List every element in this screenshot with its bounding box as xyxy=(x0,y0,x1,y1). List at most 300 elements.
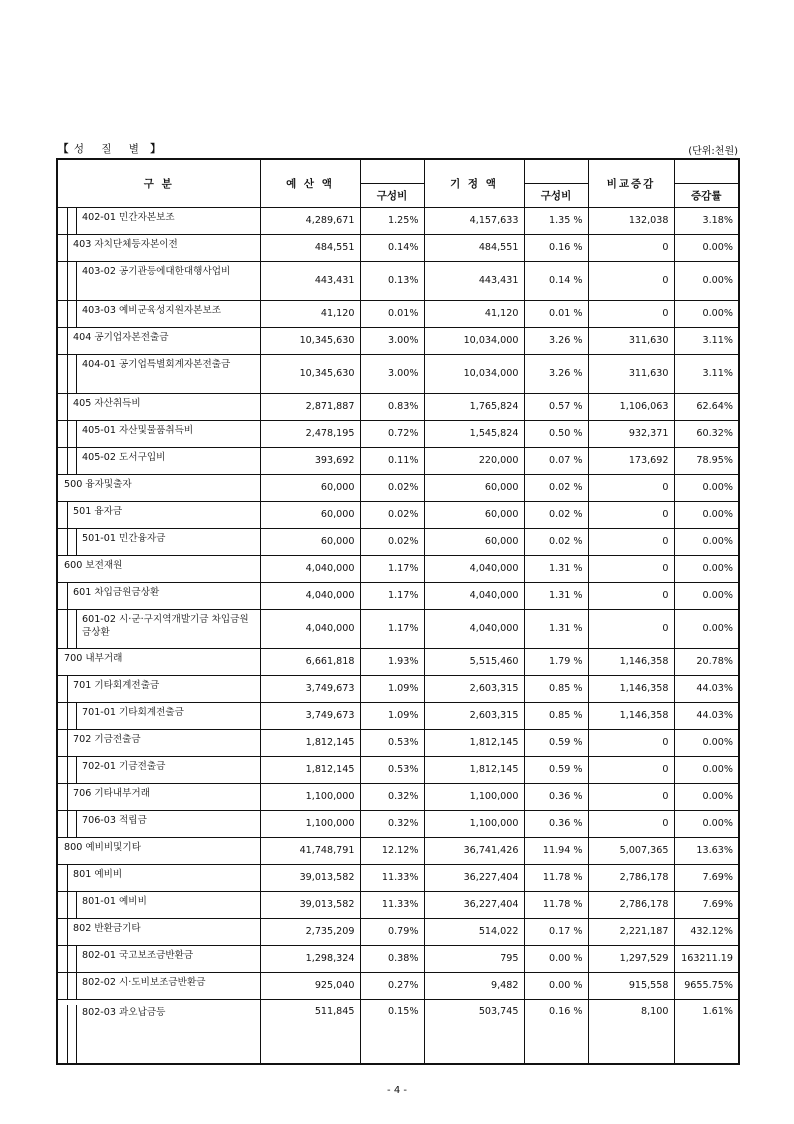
row-label: 403-03 예비군육성지원자본보조 xyxy=(82,304,221,316)
cell-diff: 0 xyxy=(588,528,674,555)
row-label-cell xyxy=(57,501,260,528)
row-label-cell xyxy=(57,891,260,918)
cell-prior-ratio: 0.01 % xyxy=(524,300,588,327)
indent-guide xyxy=(76,300,77,328)
row-label: 802-02 시·도비보조금반환금 xyxy=(82,976,206,988)
table-row xyxy=(57,327,739,354)
table-row xyxy=(57,447,739,474)
cell-budget-ratio: 1.17% xyxy=(360,555,424,582)
table-row xyxy=(57,918,739,945)
cell-budget: 60,000 xyxy=(260,474,360,501)
table-row xyxy=(57,207,739,234)
cell-diff: 932,371 xyxy=(588,420,674,447)
table-row xyxy=(57,810,739,837)
cell-budget-ratio: 0.01% xyxy=(360,300,424,327)
cell-prior-ratio: 1.31 % xyxy=(524,609,588,648)
col-budget: 예 산 액 xyxy=(260,159,360,207)
table-row xyxy=(57,837,739,864)
row-label: 501-01 민간융자금 xyxy=(82,532,166,544)
row-label-cell xyxy=(57,528,260,555)
table-row xyxy=(57,756,739,783)
cell-growth: 9655.75% xyxy=(674,972,739,999)
table-row xyxy=(57,234,739,261)
cell-prior: 4,157,633 xyxy=(424,207,524,234)
indent-guide xyxy=(67,501,68,529)
indent-guide xyxy=(67,783,68,811)
cell-diff: 0 xyxy=(588,555,674,582)
row-label: 404-01 공기업특별회계자본전출금 xyxy=(82,358,231,370)
cell-diff: 0 xyxy=(588,756,674,783)
cell-prior-ratio: 0.36 % xyxy=(524,783,588,810)
cell-growth: 0.00% xyxy=(674,261,739,300)
indent-guide xyxy=(67,972,68,1000)
indent-guide xyxy=(67,702,68,730)
indent-guide xyxy=(67,420,68,448)
cell-prior-ratio: 0.85 % xyxy=(524,702,588,729)
cell-prior-ratio: 0.14 % xyxy=(524,261,588,300)
cell-prior-ratio: 0.00 % xyxy=(524,945,588,972)
cell-prior-ratio: 0.36 % xyxy=(524,810,588,837)
cell-prior-ratio: 0.57 % xyxy=(524,393,588,420)
cell-diff: 8,100 xyxy=(588,999,674,1064)
row-label-cell xyxy=(57,261,260,300)
cell-budget: 3,749,673 xyxy=(260,675,360,702)
cell-prior: 220,000 xyxy=(424,447,524,474)
cell-budget-ratio: 0.02% xyxy=(360,528,424,555)
cell-budget: 41,120 xyxy=(260,300,360,327)
indent-guide xyxy=(67,528,68,556)
row-label: 706-03 적립금 xyxy=(82,814,147,826)
cell-budget-ratio: 3.00% xyxy=(360,327,424,354)
cell-budget-ratio: 1.17% xyxy=(360,609,424,648)
row-label-cell xyxy=(57,393,260,420)
indent-guide xyxy=(76,207,77,235)
cell-budget: 3,749,673 xyxy=(260,702,360,729)
cell-prior-ratio: 0.16 % xyxy=(524,234,588,261)
cell-growth: 3.11% xyxy=(674,354,739,393)
cell-budget-ratio: 1.25% xyxy=(360,207,424,234)
cell-budget: 1,100,000 xyxy=(260,783,360,810)
cell-budget-ratio: 0.13% xyxy=(360,261,424,300)
cell-prior: 1,812,145 xyxy=(424,729,524,756)
row-label: 403 자치단체등자본이전 xyxy=(73,238,178,250)
cell-budget: 4,289,671 xyxy=(260,207,360,234)
table-row xyxy=(57,648,739,675)
cell-prior: 60,000 xyxy=(424,528,524,555)
cell-budget: 4,040,000 xyxy=(260,609,360,648)
table-row xyxy=(57,300,739,327)
cell-prior: 10,034,000 xyxy=(424,327,524,354)
cell-prior-ratio: 0.07 % xyxy=(524,447,588,474)
cell-prior-ratio: 0.02 % xyxy=(524,528,588,555)
col-budget-ratio: 구성비 xyxy=(360,183,424,207)
indent-guide xyxy=(67,327,68,355)
row-label: 501 융자금 xyxy=(73,505,123,517)
indent-guide xyxy=(67,1005,68,1064)
row-label-cell xyxy=(57,555,260,582)
row-label: 500 융자및출자 xyxy=(64,478,132,490)
cell-prior-ratio: 0.17 % xyxy=(524,918,588,945)
cell-budget: 484,551 xyxy=(260,234,360,261)
cell-prior-ratio: 1.31 % xyxy=(524,582,588,609)
table-row xyxy=(57,393,739,420)
cell-diff: 1,146,358 xyxy=(588,675,674,702)
cell-growth: 3.11% xyxy=(674,327,739,354)
row-label-cell xyxy=(57,756,260,783)
table-row xyxy=(57,261,739,300)
indent-guide xyxy=(76,810,77,838)
table-row xyxy=(57,945,739,972)
table-row xyxy=(57,675,739,702)
cell-budget-ratio: 11.33% xyxy=(360,864,424,891)
bracket-close: 】 xyxy=(150,143,162,155)
cell-budget: 10,345,630 xyxy=(260,354,360,393)
table-row xyxy=(57,783,739,810)
cell-growth: 0.00% xyxy=(674,501,739,528)
row-label-cell xyxy=(57,945,260,972)
cell-diff: 1,106,063 xyxy=(588,393,674,420)
table-row xyxy=(57,528,739,555)
cell-diff: 1,146,358 xyxy=(588,702,674,729)
cell-prior: 2,603,315 xyxy=(424,702,524,729)
cell-prior: 514,022 xyxy=(424,918,524,945)
row-label: 601-02 시·군·구지역개발기금 차입금원금상환 xyxy=(82,613,249,638)
cell-growth: 163211.19 xyxy=(674,945,739,972)
col-growth-spacer xyxy=(674,159,739,183)
cell-diff: 0 xyxy=(588,582,674,609)
cell-budget: 2,871,887 xyxy=(260,393,360,420)
cell-prior-ratio: 0.00 % xyxy=(524,972,588,999)
indent-guide xyxy=(67,393,68,421)
cell-budget-ratio: 0.15% xyxy=(360,999,424,1064)
row-label-cell xyxy=(57,447,260,474)
row-label-cell xyxy=(57,300,260,327)
row-label: 802 반환금기타 xyxy=(73,922,141,934)
cell-budget-ratio: 0.32% xyxy=(360,810,424,837)
table-row xyxy=(57,609,739,648)
col-prior: 기 정 액 xyxy=(424,159,524,207)
cell-budget: 393,692 xyxy=(260,447,360,474)
cell-prior: 60,000 xyxy=(424,501,524,528)
cell-prior: 484,551 xyxy=(424,234,524,261)
table-row xyxy=(57,972,739,999)
cell-growth: 0.00% xyxy=(674,783,739,810)
row-label-cell xyxy=(57,207,260,234)
cell-budget-ratio: 3.00% xyxy=(360,354,424,393)
table-row xyxy=(57,474,739,501)
indent-guide xyxy=(76,528,77,556)
row-label-cell xyxy=(57,837,260,864)
cell-growth: 78.95% xyxy=(674,447,739,474)
row-label-cell xyxy=(57,864,260,891)
row-label-cell xyxy=(57,474,260,501)
cell-prior-ratio: 1.31 % xyxy=(524,555,588,582)
cell-prior-ratio: 3.26 % xyxy=(524,327,588,354)
cell-growth: 7.69% xyxy=(674,864,739,891)
indent-guide xyxy=(76,972,77,1000)
indent-guide xyxy=(67,582,68,610)
cell-budget: 1,812,145 xyxy=(260,729,360,756)
cell-diff: 2,786,178 xyxy=(588,891,674,918)
cell-budget-ratio: 0.53% xyxy=(360,729,424,756)
cell-prior: 36,227,404 xyxy=(424,864,524,891)
cell-budget: 6,661,818 xyxy=(260,648,360,675)
cell-prior-ratio: 1.79 % xyxy=(524,648,588,675)
cell-budget-ratio: 1.17% xyxy=(360,582,424,609)
row-label: 701 기타회계전출금 xyxy=(73,679,160,691)
cell-budget: 443,431 xyxy=(260,261,360,300)
cell-prior: 1,765,824 xyxy=(424,393,524,420)
col-diff: 비교증감 xyxy=(588,159,674,207)
cell-diff: 0 xyxy=(588,810,674,837)
cell-budget-ratio: 12.12% xyxy=(360,837,424,864)
indent-guide xyxy=(67,609,68,649)
bracket-open: 【 xyxy=(58,143,70,155)
cell-budget-ratio: 0.83% xyxy=(360,393,424,420)
cell-prior: 2,603,315 xyxy=(424,675,524,702)
row-label: 404 공기업자본전출금 xyxy=(73,331,169,343)
row-label-cell xyxy=(57,999,260,1064)
cell-budget-ratio: 0.02% xyxy=(360,474,424,501)
cell-growth: 62.64% xyxy=(674,393,739,420)
col-prior-ratio: 구성비 xyxy=(524,183,588,207)
table-body xyxy=(57,207,739,1064)
row-label-cell xyxy=(57,918,260,945)
col-prior-ratio-spacer xyxy=(524,159,588,183)
cell-diff: 311,630 xyxy=(588,327,674,354)
cell-growth: 0.00% xyxy=(674,474,739,501)
col-category: 구 분 xyxy=(57,159,260,207)
row-label-cell xyxy=(57,582,260,609)
row-label: 405 자산취득비 xyxy=(73,397,141,409)
row-label: 800 예비비및기타 xyxy=(64,841,141,853)
indent-guide xyxy=(76,420,77,448)
cell-diff: 1,297,529 xyxy=(588,945,674,972)
row-label-cell xyxy=(57,810,260,837)
table-row xyxy=(57,501,739,528)
table-row xyxy=(57,864,739,891)
row-label: 405-01 자산및물품취득비 xyxy=(82,424,194,436)
cell-prior: 1,100,000 xyxy=(424,810,524,837)
cell-growth: 3.18% xyxy=(674,207,739,234)
indent-guide xyxy=(67,354,68,394)
cell-growth: 13.63% xyxy=(674,837,739,864)
cell-budget: 60,000 xyxy=(260,528,360,555)
cell-budget-ratio: 0.02% xyxy=(360,501,424,528)
cell-diff: 2,786,178 xyxy=(588,864,674,891)
indent-guide xyxy=(67,300,68,328)
cell-prior-ratio: 0.59 % xyxy=(524,729,588,756)
table-row xyxy=(57,555,739,582)
cell-prior: 4,040,000 xyxy=(424,582,524,609)
cell-diff: 0 xyxy=(588,234,674,261)
row-label: 405-02 도서구입비 xyxy=(82,451,166,463)
indent-guide xyxy=(76,609,77,649)
cell-prior: 1,545,824 xyxy=(424,420,524,447)
cell-prior: 36,227,404 xyxy=(424,891,524,918)
row-label-cell xyxy=(57,234,260,261)
cell-prior: 5,515,460 xyxy=(424,648,524,675)
table-row xyxy=(57,729,739,756)
row-label-cell xyxy=(57,354,260,393)
indent-guide xyxy=(67,918,68,946)
unit-label: (단위:천원) xyxy=(688,146,738,157)
cell-diff: 0 xyxy=(588,501,674,528)
cell-growth: 0.00% xyxy=(674,810,739,837)
cell-prior-ratio: 1.35 % xyxy=(524,207,588,234)
cell-prior-ratio: 11.78 % xyxy=(524,864,588,891)
cell-budget: 925,040 xyxy=(260,972,360,999)
cell-budget-ratio: 0.53% xyxy=(360,756,424,783)
cell-budget: 60,000 xyxy=(260,501,360,528)
indent-guide xyxy=(76,354,77,394)
cell-growth: 0.00% xyxy=(674,234,739,261)
cell-prior: 36,741,426 xyxy=(424,837,524,864)
row-label-cell xyxy=(57,702,260,729)
cell-budget: 1,812,145 xyxy=(260,756,360,783)
cell-prior-ratio: 11.94 % xyxy=(524,837,588,864)
cell-budget: 10,345,630 xyxy=(260,327,360,354)
row-label: 702 기금전출금 xyxy=(73,733,141,745)
cell-prior: 4,040,000 xyxy=(424,555,524,582)
row-label-cell xyxy=(57,327,260,354)
cell-budget: 2,735,209 xyxy=(260,918,360,945)
cell-growth: 7.69% xyxy=(674,891,739,918)
row-label: 802-03 과오납금등 xyxy=(82,1006,166,1018)
cell-prior-ratio: 0.02 % xyxy=(524,501,588,528)
page-number: - 4 - xyxy=(387,1085,407,1096)
cell-budget: 4,040,000 xyxy=(260,555,360,582)
cell-diff: 2,221,187 xyxy=(588,918,674,945)
cell-prior: 60,000 xyxy=(424,474,524,501)
cell-prior: 10,034,000 xyxy=(424,354,524,393)
cell-budget: 511,845 xyxy=(260,999,360,1064)
cell-growth: 0.00% xyxy=(674,729,739,756)
row-label-cell xyxy=(57,972,260,999)
cell-diff: 173,692 xyxy=(588,447,674,474)
cell-diff: 0 xyxy=(588,729,674,756)
cell-budget: 1,100,000 xyxy=(260,810,360,837)
cell-budget-ratio: 0.79% xyxy=(360,918,424,945)
cell-growth: 44.03% xyxy=(674,675,739,702)
row-label-cell xyxy=(57,729,260,756)
cell-diff: 0 xyxy=(588,783,674,810)
indent-guide xyxy=(76,891,77,919)
row-label: 402-01 민간자본보조 xyxy=(82,211,175,223)
table-row xyxy=(57,420,739,447)
indent-guide xyxy=(67,234,68,262)
cell-budget: 39,013,582 xyxy=(260,864,360,891)
row-label: 702-01 기금전출금 xyxy=(82,760,166,772)
indent-guide xyxy=(67,261,68,301)
indent-guide xyxy=(67,447,68,475)
indent-guide xyxy=(67,729,68,757)
col-growth: 증감률 xyxy=(674,183,739,207)
cell-diff: 0 xyxy=(588,609,674,648)
cell-growth: 1.61% xyxy=(674,999,739,1064)
indent-guide xyxy=(67,864,68,892)
cell-budget: 2,478,195 xyxy=(260,420,360,447)
row-label: 706 기타내부거래 xyxy=(73,787,150,799)
cell-diff: 0 xyxy=(588,261,674,300)
table-row xyxy=(57,702,739,729)
cell-budget-ratio: 0.38% xyxy=(360,945,424,972)
table-row xyxy=(57,999,739,1064)
row-label-cell xyxy=(57,420,260,447)
cell-growth: 432.12% xyxy=(674,918,739,945)
cell-prior-ratio: 0.50 % xyxy=(524,420,588,447)
cell-diff: 5,007,365 xyxy=(588,837,674,864)
row-label-cell xyxy=(57,648,260,675)
cell-prior: 795 xyxy=(424,945,524,972)
cell-budget-ratio: 1.09% xyxy=(360,675,424,702)
cell-budget-ratio: 1.09% xyxy=(360,702,424,729)
indent-guide xyxy=(76,756,77,784)
row-label: 700 내부거래 xyxy=(64,652,123,664)
row-label-cell xyxy=(57,675,260,702)
row-label: 600 보전재원 xyxy=(64,559,123,571)
col-budget-ratio-spacer xyxy=(360,159,424,183)
cell-budget-ratio: 11.33% xyxy=(360,891,424,918)
budget-table xyxy=(56,158,740,1065)
cell-growth: 44.03% xyxy=(674,702,739,729)
cell-budget-ratio: 0.14% xyxy=(360,234,424,261)
cell-diff: 1,146,358 xyxy=(588,648,674,675)
cell-budget: 4,040,000 xyxy=(260,582,360,609)
cell-budget-ratio: 0.11% xyxy=(360,447,424,474)
indent-guide xyxy=(76,1005,77,1064)
table-row xyxy=(57,582,739,609)
cell-prior-ratio: 0.59 % xyxy=(524,756,588,783)
cell-prior: 503,745 xyxy=(424,999,524,1064)
cell-growth: 0.00% xyxy=(674,555,739,582)
cell-growth: 0.00% xyxy=(674,300,739,327)
row-label-cell xyxy=(57,609,260,648)
cell-growth: 0.00% xyxy=(674,582,739,609)
cell-growth: 0.00% xyxy=(674,756,739,783)
cell-prior-ratio: 0.02 % xyxy=(524,474,588,501)
section-heading xyxy=(58,141,162,156)
cell-prior: 1,812,145 xyxy=(424,756,524,783)
cell-budget: 41,748,791 xyxy=(260,837,360,864)
row-label: 701-01 기타회계전출금 xyxy=(82,706,184,718)
cell-budget: 39,013,582 xyxy=(260,891,360,918)
indent-guide xyxy=(67,945,68,973)
indent-guide xyxy=(76,261,77,301)
table-row xyxy=(57,354,739,393)
row-label: 801-01 예비비 xyxy=(82,895,147,907)
row-label: 802-01 국고보조금반환금 xyxy=(82,949,194,961)
cell-growth: 60.32% xyxy=(674,420,739,447)
indent-guide xyxy=(67,675,68,703)
cell-diff: 0 xyxy=(588,300,674,327)
table-row xyxy=(57,891,739,918)
indent-guide xyxy=(67,207,68,235)
row-label-cell xyxy=(57,783,260,810)
cell-prior: 41,120 xyxy=(424,300,524,327)
cell-prior-ratio: 0.16 % xyxy=(524,999,588,1064)
indent-guide xyxy=(67,891,68,919)
row-label: 403-02 공기관등에대한대행사업비 xyxy=(82,265,231,277)
cell-diff: 311,630 xyxy=(588,354,674,393)
section-title: 성 질 별 xyxy=(73,143,146,155)
cell-budget-ratio: 0.27% xyxy=(360,972,424,999)
cell-growth: 0.00% xyxy=(674,528,739,555)
row-label: 801 예비비 xyxy=(73,868,123,880)
cell-budget-ratio: 1.93% xyxy=(360,648,424,675)
indent-guide xyxy=(76,447,77,475)
indent-guide xyxy=(76,702,77,730)
